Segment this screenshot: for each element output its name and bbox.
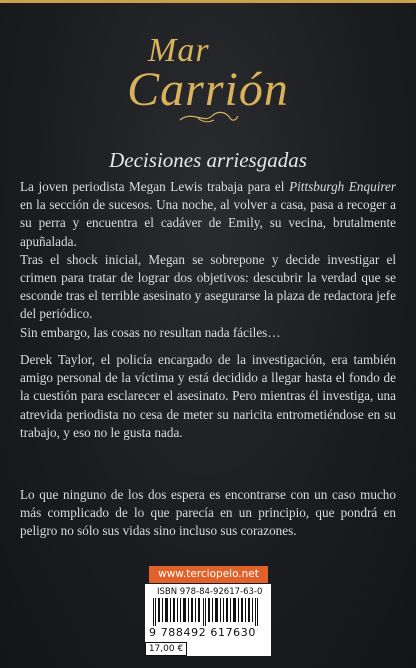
author-last-name: Carrión	[127, 63, 289, 116]
author-first-name: Mar	[148, 32, 210, 69]
synopsis-paragraph-2: Tras el shock inicial, Megan se sobrepone y decide investigar el crimen para tratar de lograr dos objetivos: descubrir la verdad que se esconde tras el terrible asesinato y asegurarse la plaza de redactora jefe del periódico.	[20, 251, 396, 322]
synopsis-paragraph-1: La joven periodista Megan Lewis trabaja para el Pittsburgh Enquirer en la sección de sucesos. Una noche, al volver a casa, pasa a recoger a su perra y encuentra el cadáver de Emily, su vecina, brutalmente apuñalada.	[20, 179, 397, 249]
synopsis-paragraph-4: Derek Taylor, el policía encargado de la investigación, era también amigo personal de la víctima y está decidido a llegar hasta el fondo de la cuestión para esclarecer el asesinato. Pero mientras él investiga, una atrevida periodista no cesa de meter su naricita entrometiéndose en su trabajo, y eso no le gusta nada.	[20, 352, 396, 440]
publisher-url-badge: www.terciopelo.net	[149, 566, 268, 583]
barcode-bars	[151, 598, 265, 626]
synopsis-paragraph-5: Lo que ninguno de los dos espera es encontrarse con un caso mucho más complicado de lo que parecía en un principio, que pondrá en peligro no sólo sus vidas sino incluso sus corazones.	[20, 487, 396, 539]
book-title: Decisiones arriesgadas	[109, 148, 307, 172]
barcode-label	[145, 584, 271, 656]
flourish-ornament	[178, 108, 240, 126]
price-tag: 17,00 €	[145, 642, 187, 656]
synopsis-block-1	[20, 178, 396, 342]
synopsis-block-2	[20, 351, 396, 442]
synopsis-paragraph-3: Sin embargo, las cosas no resultan nada fáciles…	[20, 324, 281, 340]
barcode-number: 9 788492 617630	[149, 626, 256, 639]
isbn-text: ISBN 978-84-92617-63-0	[157, 587, 263, 597]
top-border	[0, 0, 416, 3]
synopsis-block-3	[20, 486, 396, 541]
